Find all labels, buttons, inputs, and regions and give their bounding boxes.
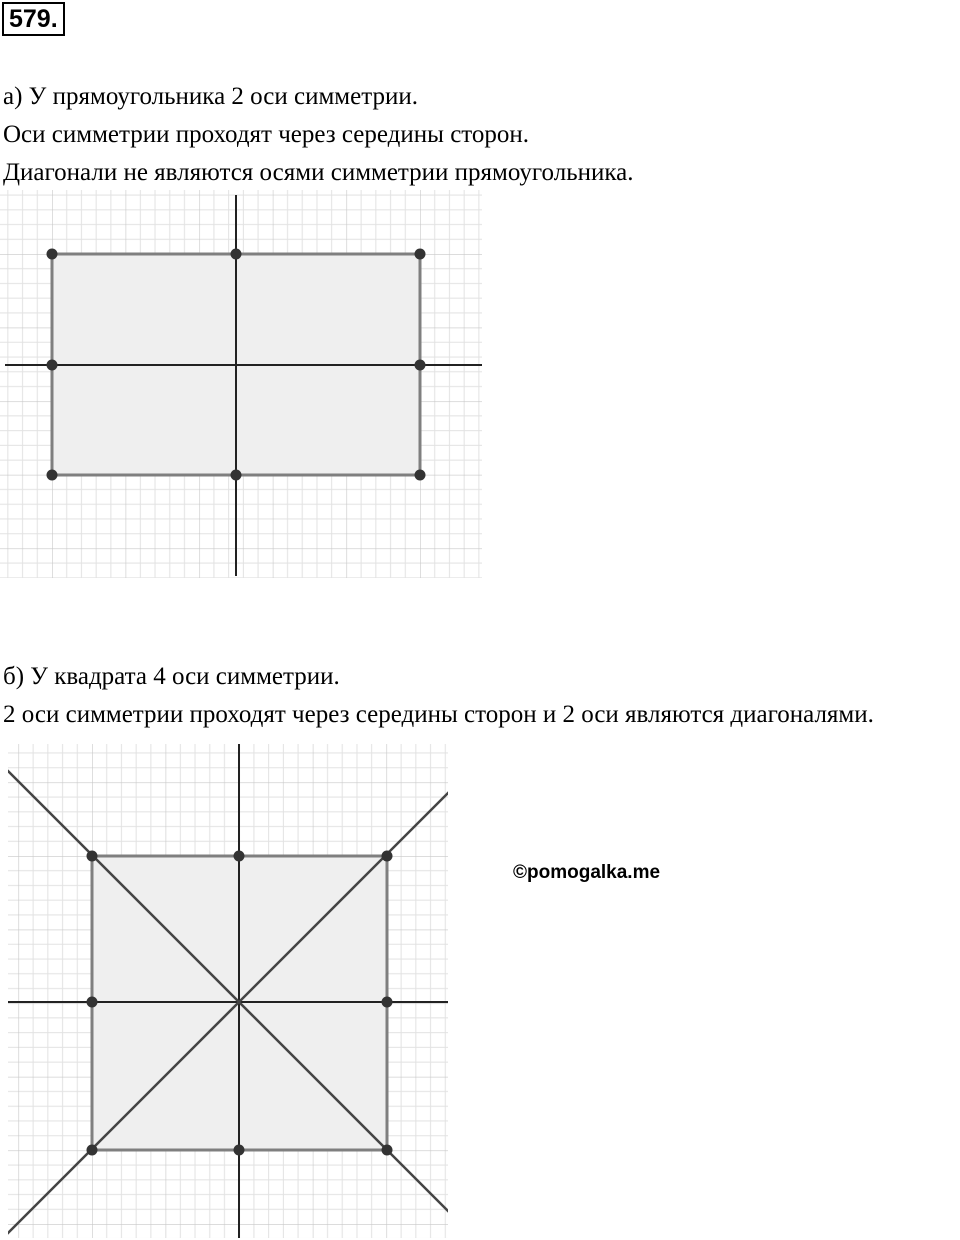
rectangle-figure [0,190,485,580]
part-a-line-3: Диагонали не являются осями симметрии прямоугольника. [3,159,634,186]
part-a-line-2: Оси симметрии проходят через середины сторон. [3,121,530,148]
part-a-line-1: а) У прямоугольника 2 оси симметрии. [3,83,418,110]
square-figure [0,740,450,1238]
part-b-line-1: б) У квадрата 4 оси симметрии. [3,663,340,690]
watermark: ©pomogalka.me [513,862,661,883]
problem-number: 579. [2,2,65,36]
part-b-line-2: 2 оси симметрии проходят через середины сторон и 2 оси являются диагоналями. [3,701,874,728]
